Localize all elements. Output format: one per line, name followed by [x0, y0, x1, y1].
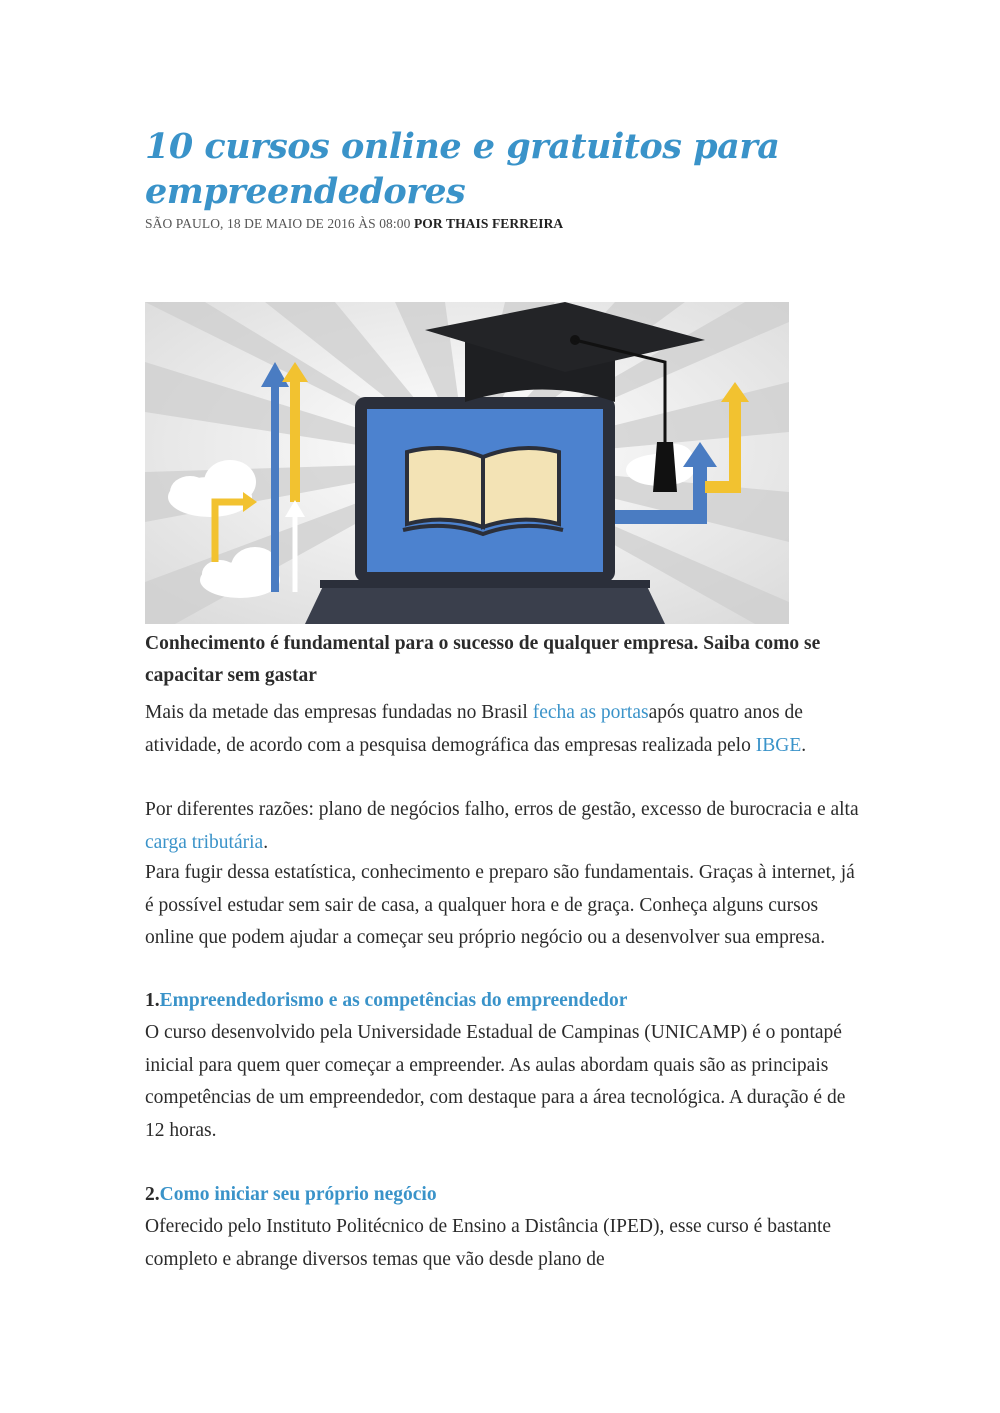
paragraph-2-text-a: Por diferentes razões: plano de negócios falho, erros de gestão, excesso de burocracia e alta — [145, 799, 859, 820]
byline-author: POR THAIS FERREIRA — [413, 216, 564, 231]
course-1-heading — [145, 985, 865, 1018]
byline-place-date: SÃO PAULO, 18 DE MAIO DE 2016 ÀS 08:00 — [145, 216, 411, 231]
course-1-number: 1. — [145, 990, 160, 1011]
course-2-description: Oferecido pelo Instituto Politécnico de Ensino a Distância (IPED), esse curso é bastante completo e abrange diversos temas que vão desde plano de — [145, 1216, 832, 1270]
course-2-link[interactable]: Como iniciar seu próprio negócio — [159, 1184, 437, 1205]
hero-illustration — [145, 302, 789, 624]
course-2-heading — [145, 1179, 865, 1212]
course-2-number: 2. — [145, 1184, 160, 1205]
link-ibge[interactable]: IBGE — [755, 734, 802, 756]
article-lead: Conhecimento é fundamental para o sucesso de qualquer empresa. Saiba como se capacitar sem gastar — [145, 633, 821, 686]
hero-image — [145, 302, 789, 624]
paragraph-1-text-c: . — [801, 734, 807, 756]
byline — [145, 216, 563, 232]
paragraph-1-text-a: Mais da metade das empresas fundadas no Brasil — [145, 702, 533, 723]
paragraph-1 — [145, 697, 865, 762]
link-fecha-as-portas[interactable]: fecha as portas — [532, 702, 649, 723]
course-1-link[interactable]: Empreendedorismo e as competências do empreendedor — [159, 990, 628, 1011]
paragraph-2 — [145, 794, 865, 859]
paragraph-3: Para fugir dessa estatística, conhecimento e preparo são fundamentais. Graças à internet, já é possível estudar sem sair de casa, a qualquer hora e de graça. Conheça alguns cursos online que podem ajudar a começar seu próprio negócio ou a desenvolver sua empresa. — [145, 862, 855, 948]
article-title: 10 cursos online e gratuitos para empreendedores — [145, 126, 780, 212]
paragraph-2-text-b: . — [263, 831, 269, 853]
course-1-description: O curso desenvolvido pela Universidade Estadual de Campinas (UNICAMP) é o pontapé inicial para quem quer começar a empreender. As aulas abordam quais são as principais competências de um empreendedor, com destaque para a área tecnológica. A duração é de 12 horas. — [145, 1022, 846, 1141]
link-carga-tributaria[interactable]: carga tributária — [145, 831, 264, 853]
paragraph-1-text-b: após quatro anos de atividade, de acordo com a pesquisa demográfica das empresas realizada pelo — [145, 702, 803, 756]
open-book-icon — [403, 448, 563, 534]
